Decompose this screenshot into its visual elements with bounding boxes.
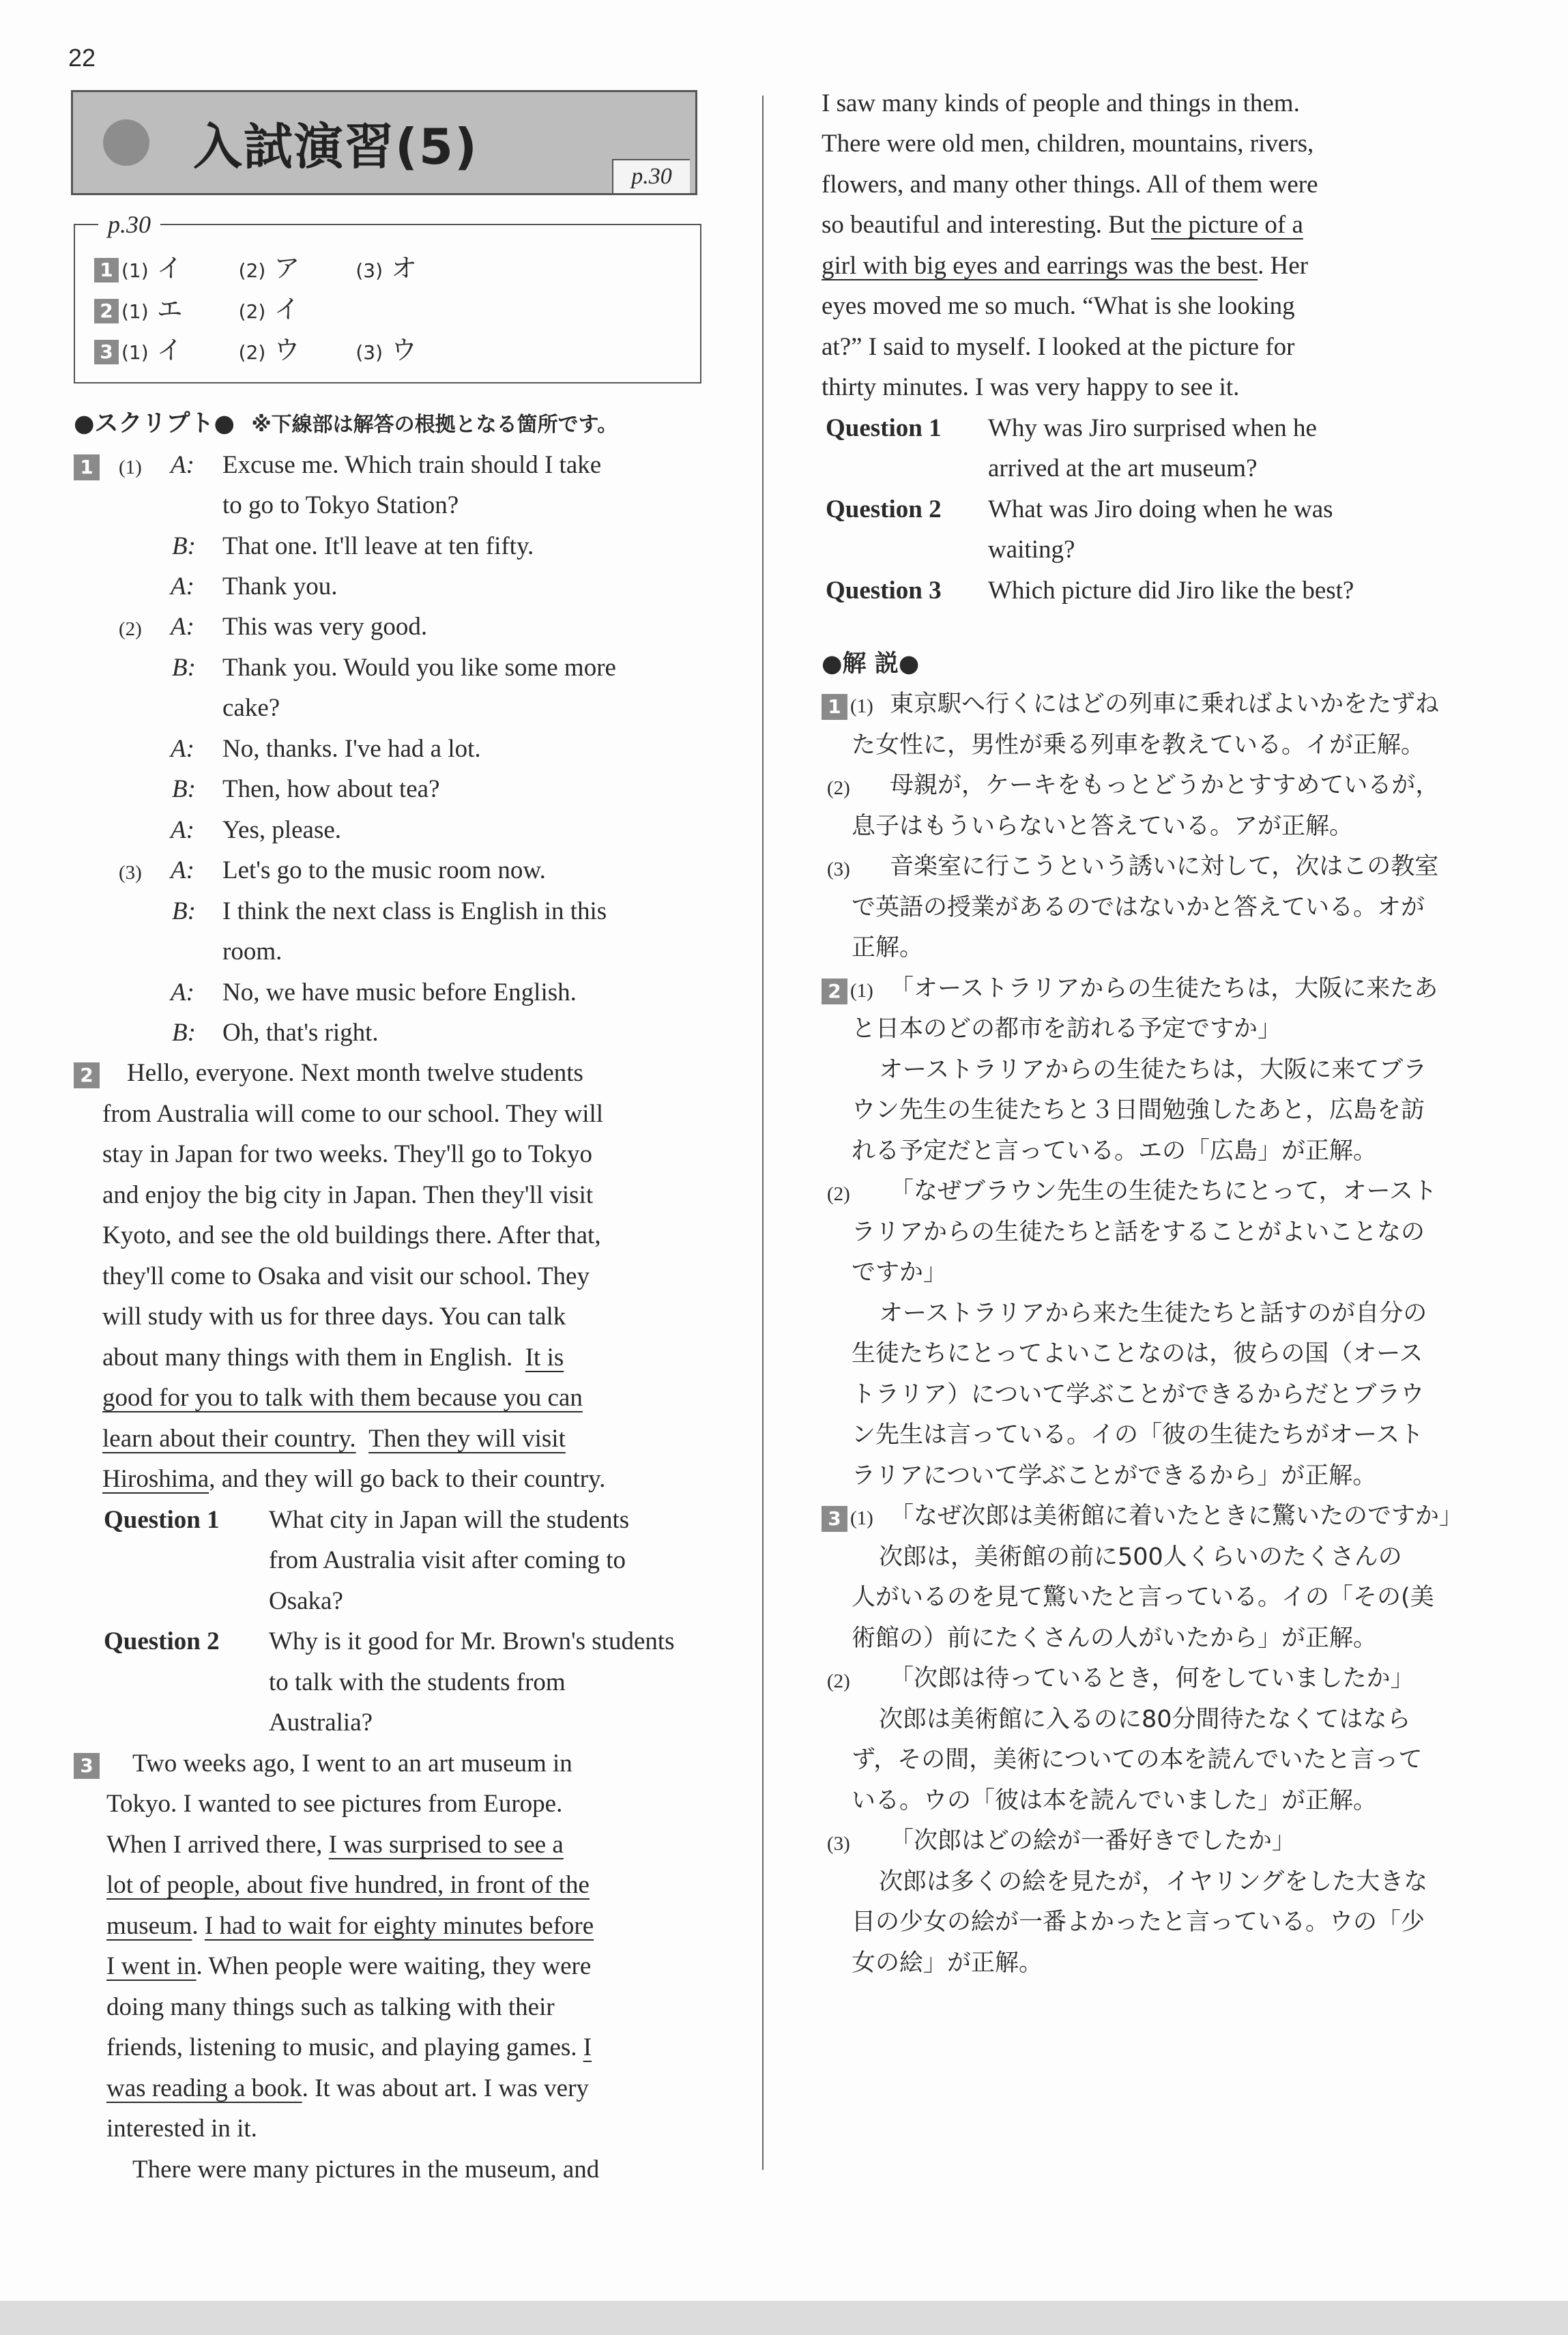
script-line: and enjoy the big city in Japan. Then they'll visit	[102, 1181, 594, 1209]
question-number-badge: 2	[822, 978, 847, 1004]
explanation-line: た女性に，男性が乗る列車を教えている。イが正解。	[852, 731, 1425, 759]
answer-label: (2)	[238, 341, 266, 364]
question-text: Osaka?	[269, 1587, 343, 1615]
script-line: Two weeks ago, I went to an art museum in	[132, 1750, 572, 1778]
explanation-line: と日本のどの都市を訪れる予定ですか」	[852, 1015, 1282, 1043]
explanation-line: 生徒たちにとってよいことなのは，彼らの国（オース	[852, 1340, 1423, 1367]
explanation-line: ラリアについて学ぶことができるから」が正解。	[852, 1462, 1377, 1490]
script-line: Then, how about tea?	[222, 775, 440, 803]
script-line: so beautiful and interesting. But the picture of a	[822, 211, 1303, 239]
question-number-badge: 3	[94, 340, 119, 364]
script-line: This was very good.	[222, 613, 428, 641]
speaker-label: B:	[172, 897, 196, 925]
script-line: Let's go to the music room now.	[222, 856, 546, 884]
script-line: eyes moved me so much. “What is she looking	[822, 292, 1295, 320]
speaker-label: B:	[172, 1019, 196, 1047]
explanation-line: れる予定だと言っている。エの「広島」が正解。	[852, 1137, 1378, 1165]
answer-row-2	[94, 288, 355, 325]
part-label: (2)	[827, 777, 850, 799]
part-label: (3)	[827, 1833, 850, 1855]
explanation-line: 術館の）前にたくさんの人がいたから」が正解。	[852, 1625, 1378, 1652]
question-label: Question 3	[826, 577, 942, 605]
part-label: (1)	[850, 695, 873, 717]
section-title-box	[71, 90, 697, 195]
script-line: Tokyo. I wanted to see pictures from Europe.	[106, 1790, 563, 1818]
answer-label: (1)	[121, 300, 149, 323]
answer-value: ア	[274, 253, 300, 283]
script-line: was reading a book. It was about art. I was very	[106, 2074, 589, 2102]
script-line: No, thanks. I've had a lot.	[222, 735, 481, 763]
answer-label: (1)	[121, 259, 149, 282]
explanation-line: ず，その間，美術についての本を読んでいたと言って	[852, 1746, 1423, 1773]
explanation-line: 次郎は美術館に入るのに80分間待たなくてはなら	[879, 1706, 1411, 1733]
script-line: museum. I had to wait for eighty minutes before	[106, 1912, 594, 1940]
script-line: friends, listening to music, and playing games. I	[106, 2033, 592, 2061]
explanation-line: 音楽室に行こうという誘いに対して，次はこの教室	[890, 853, 1439, 880]
answer-key-box	[74, 211, 701, 383]
answer-value: イ	[156, 335, 183, 365]
part-label: (1)	[850, 980, 873, 1002]
answer-label: (3)	[355, 259, 383, 282]
scan-edge	[0, 2301, 1568, 2335]
speaker-label: A:	[171, 816, 194, 844]
speaker-label: A:	[171, 572, 194, 600]
script-line: will study with us for three days. You can talk	[102, 1303, 566, 1331]
question-number-badge: 1	[822, 694, 847, 720]
question-text: Why is it good for Mr. Brown's students	[269, 1627, 675, 1655]
speaker-label: A:	[171, 613, 194, 641]
explanation-line: ラリアからの生徒たちと話をすることがよいことなの	[852, 1219, 1425, 1246]
speaker-label: B:	[172, 654, 196, 682]
script-line: Hiroshima, and they will go back to their country.	[102, 1465, 606, 1493]
section-title: 入試演習(5)	[193, 118, 478, 175]
speaker-label: B:	[172, 775, 196, 803]
explanation-line: 「オーストラリアからの生徒たちは，大阪に来たあ	[890, 975, 1438, 1002]
answer-row-3	[94, 329, 473, 366]
question-text: from Australia visit after coming to	[269, 1546, 626, 1574]
question-label: Question 2	[104, 1627, 220, 1655]
script-line: I saw many kinds of people and things in them.	[822, 89, 1300, 117]
speaker-label: A:	[171, 451, 194, 479]
explanation-line: ン先生は言っている。イの「彼の生徒たちがオースト	[852, 1421, 1424, 1449]
script-line: room.	[222, 938, 282, 966]
script-line: at?” I said to myself. I looked at the picture for	[822, 333, 1295, 361]
answer-label: (2)	[238, 259, 266, 282]
explanation-line: ですか」	[852, 1259, 948, 1286]
explanation-line: 人がいるのを見て驚いたと言っている。イの「その(美	[852, 1584, 1434, 1611]
explanation-line: トラリア）について学ぶことができるからだとブラウ	[852, 1381, 1425, 1408]
explanation-line: 「次郎はどの絵が一番好きでしたか」	[890, 1827, 1296, 1855]
question-number-badge: 3	[822, 1506, 847, 1532]
script-line: girl with big eyes and earrings was the best. Her	[822, 252, 1309, 280]
script-line: I think the next class is English in this	[222, 897, 607, 925]
question-label: Question 1	[826, 414, 942, 442]
script-line: about many things with them in English. It is	[102, 1344, 564, 1372]
script-line: from Australia will come to our school. They will	[102, 1100, 604, 1128]
script-line: stay in Japan for two weeks. They'll go to Tokyo	[102, 1140, 592, 1168]
question-number-badge: 1	[94, 258, 119, 282]
answer-key-label: p.30	[98, 210, 160, 239]
script-line: Thank you. Would you like some more	[222, 654, 616, 682]
script-line: doing many things such as talking with their	[106, 1993, 555, 2021]
script-line: Oh, that's right.	[222, 1019, 379, 1047]
answer-label: (1)	[121, 341, 149, 364]
script-line: learn about their country. Then they will visit	[102, 1425, 566, 1453]
answer-value: オ	[391, 253, 418, 283]
script-line: Kyoto, and see the old buildings there. After that,	[102, 1221, 601, 1249]
explanation-line: 次郎は多くの絵を見たが，イヤリングをした大きな	[879, 1868, 1428, 1896]
part-label: (2)	[827, 1183, 850, 1205]
question-text: arrived at the art museum?	[988, 454, 1258, 482]
answer-value: ウ	[391, 335, 418, 365]
script-line: Yes, please.	[222, 816, 342, 844]
part-label: (1)	[850, 1507, 873, 1529]
speaker-label: A:	[171, 856, 194, 884]
question-number-badge: 3	[74, 1753, 100, 1779]
script-line: There were many pictures in the museum, and	[132, 2156, 600, 2184]
script-line: interested in it.	[106, 2115, 257, 2143]
question-text: What city in Japan will the students	[269, 1506, 630, 1534]
explanation-line: オーストラリアから来た生徒たちと話すのが自分の	[879, 1300, 1427, 1327]
explanation-line: 息子はもういらないと答えている。アが正解。	[852, 813, 1354, 840]
explanation-line: オーストラリアからの生徒たちは，大阪に来てブラ	[879, 1056, 1427, 1084]
question-label: Question 1	[104, 1506, 220, 1534]
explanation-line: 「なぜ次郎は美術館に着いたときに驚いたのですか」	[890, 1503, 1464, 1530]
explanation-heading: ●解 説●	[822, 650, 920, 678]
speaker-label: A:	[171, 735, 194, 763]
question-label: Question 2	[826, 495, 942, 523]
column-divider	[762, 96, 764, 2170]
script-heading: ●スクリプト● ※下線部は解答の根拠となる箇所です。	[74, 410, 618, 437]
answer-value: イ	[156, 253, 183, 283]
title-bullet-icon	[103, 119, 149, 166]
answer-row-1	[94, 247, 473, 285]
question-text: Why was Jiro surprised when he	[988, 414, 1317, 442]
question-text: to talk with the students from	[269, 1668, 566, 1696]
explanation-line: 女の絵」が正解。	[852, 1949, 1043, 1977]
explanation-line: 「なぜブラウン先生の生徒たちにとって，オースト	[890, 1178, 1437, 1205]
script-line: Thank you.	[222, 572, 338, 600]
answer-value: イ	[274, 294, 300, 324]
script-note: ※下線部は解答の根拠となる箇所です。	[251, 413, 618, 437]
explanation-line: 目の少女の絵が一番よかったと言っている。ウの「少	[852, 1909, 1425, 1936]
explanation-line: 正解。	[852, 934, 924, 961]
question-number-badge: 1	[74, 454, 100, 480]
part-label: (3)	[119, 862, 142, 884]
script-line: flowers, and many other things. All of them were	[822, 171, 1318, 199]
explanation-line: で英語の授業があるのではないかと答えている。オが	[852, 894, 1425, 921]
script-line: No, we have music before English.	[222, 978, 577, 1006]
answer-label: (2)	[238, 300, 266, 323]
explanation-line: 次郎は，美術館の前に500人くらいのたくさんの	[879, 1543, 1402, 1571]
explanation-line: ウン先生の生徒たちと３日間勉強したあと，広島を訪	[852, 1097, 1425, 1124]
part-label: (1)	[119, 456, 142, 478]
part-label: (3)	[827, 858, 850, 880]
part-label: (2)	[827, 1670, 850, 1692]
title-page-ref: p.30	[612, 159, 690, 193]
question-text: waiting?	[988, 536, 1075, 564]
question-number-badge: 2	[74, 1062, 100, 1088]
speaker-label: B:	[172, 532, 196, 560]
speaker-label: A:	[171, 978, 194, 1006]
answer-value: ウ	[274, 335, 300, 365]
explanation-line: 母親が，ケーキをもっとどうかとすすめているが，	[890, 772, 1440, 799]
script-line: That one. It'll leave at ten fifty.	[222, 532, 534, 560]
script-line: Hello, everyone. Next month twelve students	[127, 1059, 583, 1087]
script-line: thirty minutes. I was very happy to see it.	[822, 373, 1240, 401]
script-line: cake?	[222, 694, 280, 722]
answer-value: エ	[156, 294, 183, 324]
script-line: I went in. When people were waiting, they were	[106, 1952, 592, 1980]
script-line: to go to Tokyo Station?	[222, 491, 459, 519]
question-number-badge: 2	[94, 299, 119, 323]
question-text: What was Jiro doing when he was	[988, 495, 1333, 523]
question-text: Australia?	[269, 1709, 373, 1737]
script-line: Excuse me. Which train should I take	[222, 451, 602, 479]
explanation-line: 東京駅へ行くにはどの列車に乗ればよいかをたずね	[890, 691, 1440, 718]
script-line: There were old men, children, mountains, rivers,	[822, 130, 1314, 158]
part-label: (2)	[119, 618, 142, 640]
script-line: good for you to talk with them because you can	[102, 1384, 583, 1412]
explanation-line: 「次郎は待っているとき，何をしていましたか」	[890, 1665, 1414, 1692]
script-line: they'll come to Osaka and visit our school. They	[102, 1262, 590, 1290]
page-number: 22	[68, 44, 96, 72]
script-line: lot of people, about five hundred, in front of the	[106, 1871, 590, 1899]
explanation-line: いる。ウの「彼は本を読んでいました」が正解。	[852, 1787, 1378, 1814]
question-text: Which picture did Jiro like the best?	[988, 577, 1354, 605]
answer-label: (3)	[355, 341, 383, 364]
script-line: When I arrived there, I was surprised to see a	[106, 1831, 564, 1859]
